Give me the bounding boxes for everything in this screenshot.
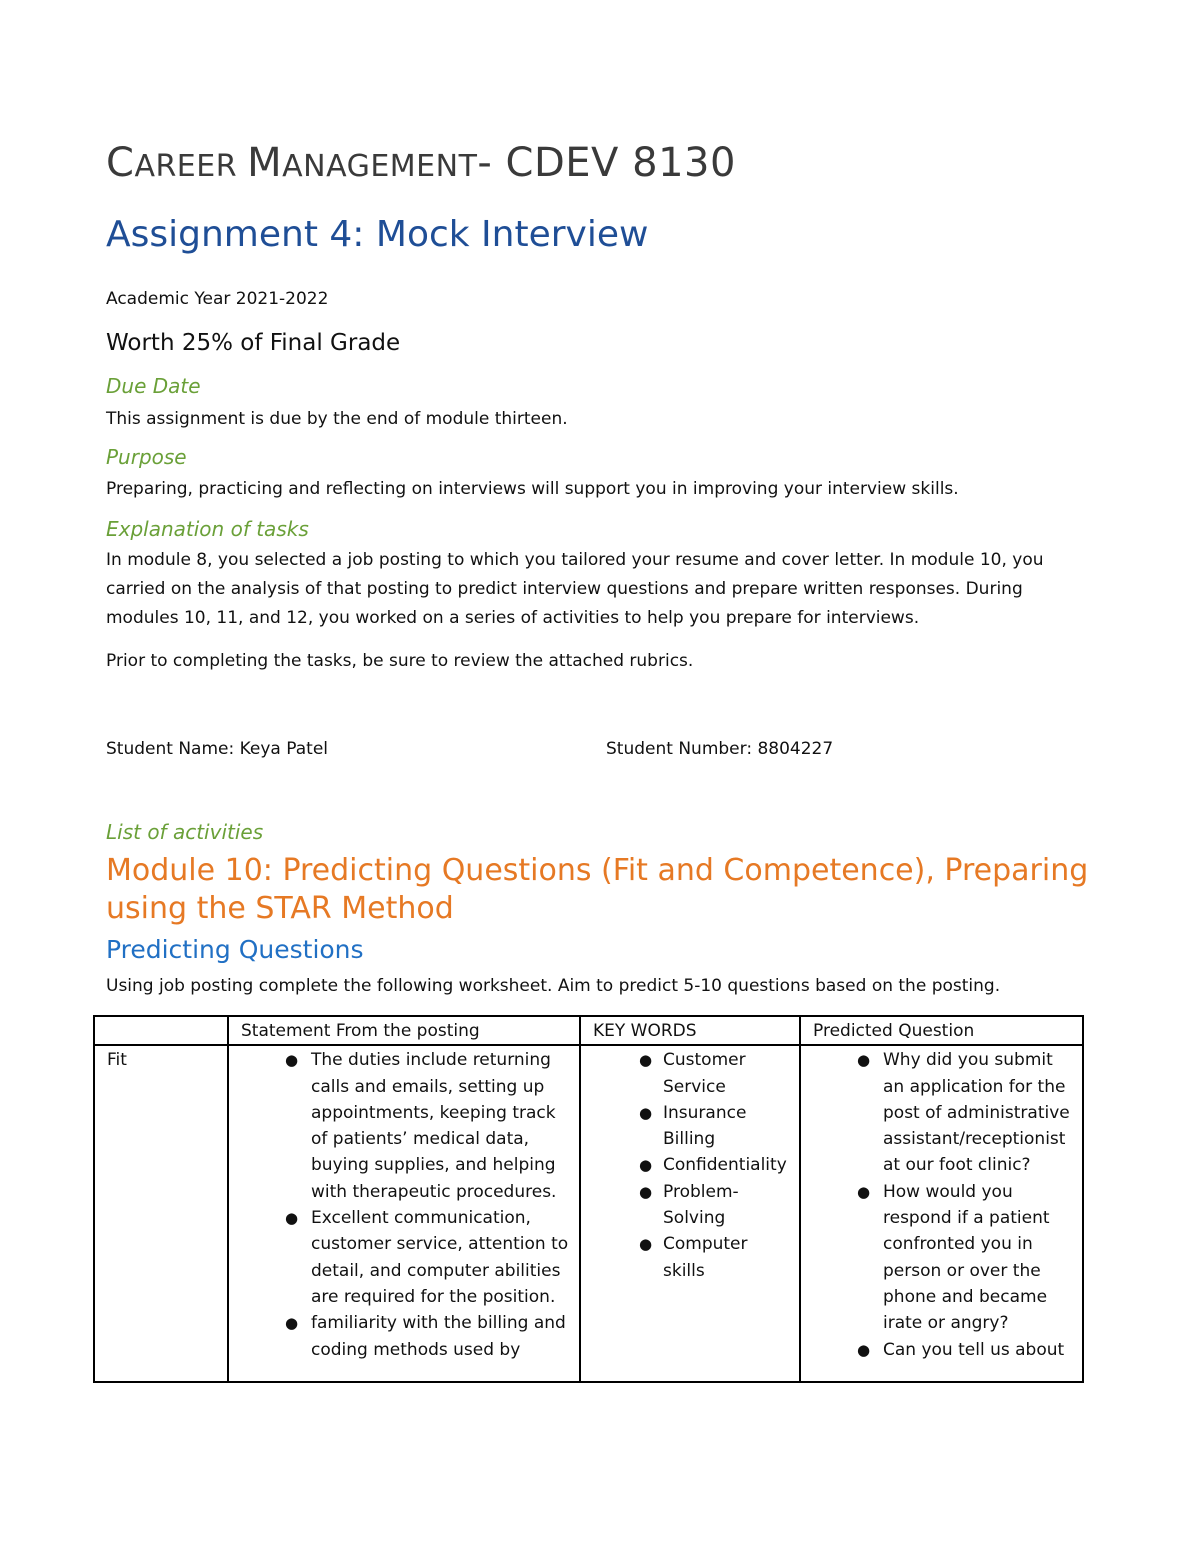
bullet-icon: ● — [639, 1182, 653, 1201]
row-label-fit: Fit — [94, 1045, 228, 1382]
explanation-text: In module 8, you selected a job posting to which you tailored your resume and cover letter. In module 10, you carried on the analysis of that posting to predict interview questions and prepare written responses. During modules 10, 11, and 12, you worked on a series of activities to help you prepare for interviews. — [106, 550, 1044, 628]
list-item: ● familiarity with the billing and coding methods used by — [241, 1310, 569, 1363]
list-item: ● The duties include returning calls and emails, setting up appointments, keeping track of patients’ medical data, buying supplies, and helping with therapeutic procedures. — [241, 1047, 569, 1205]
bullet-icon: ● — [639, 1051, 653, 1070]
header-cell-statement: Statement From the posting — [228, 1016, 580, 1045]
assignment-title: Assignment 4: Mock Interview — [106, 214, 649, 255]
list-item: ● How would you respond if a patient confronted you in person or over the phone and became irate or angry? — [813, 1179, 1072, 1337]
bullet-icon: ● — [285, 1314, 299, 1333]
bullet-icon: ● — [639, 1156, 653, 1175]
academic-year: Academic Year 2021-2022 — [106, 289, 329, 309]
list-item: ● Problem-Solving — [593, 1179, 789, 1232]
list-item: ● Computer skills — [593, 1231, 789, 1284]
module-title: Module 10: Predicting Questions (Fit and Competence), Preparing using the STAR Method — [106, 853, 1089, 926]
predicting-questions-heading: Predicting Questions — [106, 935, 364, 964]
bullet-icon: ● — [639, 1103, 653, 1122]
keywords-cell — [580, 1045, 800, 1382]
header-cell-question: Predicted Question — [800, 1016, 1083, 1045]
list-item: ● Insurance Billing — [593, 1100, 789, 1153]
list-item: ● Can you tell us about — [813, 1337, 1072, 1363]
list-item: ● Why did you submit an application for the post of administrative assistant/receptionist at our foot clinic? — [813, 1047, 1072, 1178]
bullet-icon: ● — [857, 1340, 871, 1359]
bullet-icon: ● — [857, 1182, 871, 1201]
table-row-fit — [94, 1045, 1083, 1382]
list-item: ● Confidentiality — [593, 1152, 789, 1178]
statement-cell — [228, 1045, 580, 1382]
prediction-worksheet-table — [93, 1015, 1084, 1383]
explanation-heading: Explanation of tasks — [106, 517, 309, 541]
student-number: Student Number: 8804227 — [606, 739, 834, 759]
bullet-icon: ● — [285, 1051, 299, 1070]
rubric-note: Prior to completing the tasks, be sure to review the attached rubrics. — [106, 651, 694, 671]
student-name: Student Name: Keya Patel — [106, 739, 329, 759]
list-item: ● Customer Service — [593, 1047, 789, 1100]
bullet-icon: ● — [285, 1209, 299, 1228]
purpose-text: Preparing, practicing and reflecting on interviews will support you in improving your interview skills. — [106, 479, 959, 499]
table-header-row — [94, 1016, 1083, 1045]
grade-weight: Worth 25% of Final Grade — [106, 330, 401, 356]
purpose-heading: Purpose — [106, 445, 187, 469]
predicted-question-cell — [800, 1045, 1083, 1382]
due-date-heading: Due Date — [106, 374, 201, 398]
course-title: CAREER MANAGEMENT- CDEV 8130 — [106, 140, 736, 186]
bullet-icon: ● — [639, 1235, 653, 1254]
activities-heading: List of activities — [106, 820, 264, 844]
header-cell-keywords: KEY WORDS — [580, 1016, 800, 1045]
header-cell-blank — [94, 1016, 228, 1045]
bullet-icon: ● — [857, 1051, 871, 1070]
due-date-text: This assignment is due by the end of module thirteen. — [106, 409, 568, 429]
worksheet-instruction: Using job posting complete the following worksheet. Aim to predict 5-10 questions based on the posting. — [106, 976, 1001, 996]
list-item: ● Excellent communication, customer service, attention to detail, and computer abilities are required for the position. — [241, 1205, 569, 1310]
